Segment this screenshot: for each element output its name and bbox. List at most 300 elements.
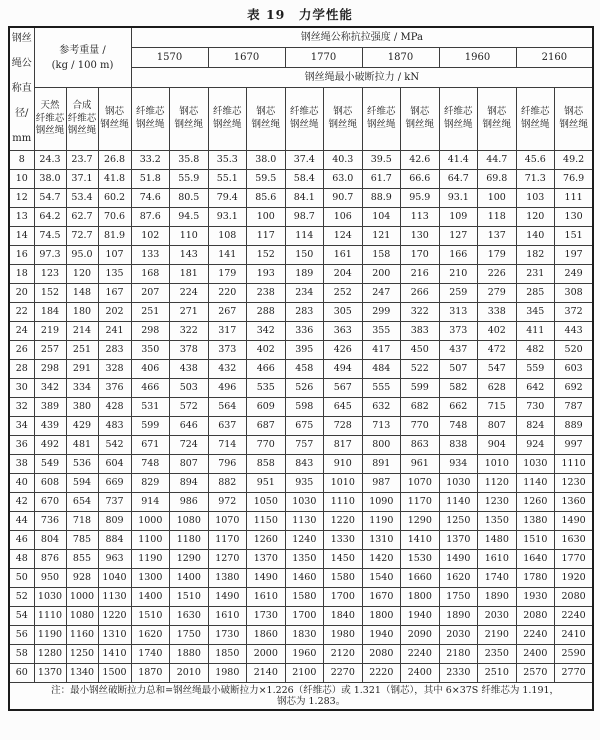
breaking-force-cell: 84.1 [285, 189, 324, 208]
weight-cell: 334 [66, 379, 98, 398]
weight-cell: 1130 [98, 588, 131, 607]
breaking-force-cell: 1490 [247, 569, 286, 588]
breaking-force-cell: 336 [285, 322, 324, 341]
weight-cell: 380 [66, 398, 98, 417]
breaking-force-cell: 249 [555, 265, 594, 284]
breaking-force-cell: 1850 [208, 645, 247, 664]
breaking-force-cell: 95.9 [401, 189, 440, 208]
breaking-force-cell: 66.6 [401, 170, 440, 189]
weight-cell: 669 [98, 474, 131, 493]
diameter-cell: 12 [9, 189, 34, 208]
table-row [9, 417, 593, 436]
weight-cell: 604 [98, 455, 131, 474]
fiber-core-header-cell [285, 88, 324, 151]
breaking-force-cell: 1740 [478, 569, 517, 588]
diameter-cell: 10 [9, 170, 34, 189]
diameter-cell: 50 [9, 569, 34, 588]
diameter-cell: 38 [9, 455, 34, 474]
breaking-force-cell: 1610 [247, 588, 286, 607]
breaking-force-cell: 1380 [208, 569, 247, 588]
weight-cell: 876 [34, 550, 66, 569]
breaking-force-cell: 80.5 [170, 189, 209, 208]
breaking-force-cell: 109 [439, 208, 478, 227]
breaking-force-cell: 891 [362, 455, 401, 474]
breaking-force-cell: 168 [131, 265, 170, 284]
breaking-force-cell: 224 [170, 284, 209, 303]
breaking-force-cell: 322 [401, 303, 440, 322]
breaking-force-cell: 1730 [208, 626, 247, 645]
breaking-force-cell: 76.9 [555, 170, 594, 189]
diameter-cell: 16 [9, 246, 34, 265]
label-line: 绳公 [11, 58, 32, 69]
breaking-force-cell: 2400 [401, 664, 440, 683]
breaking-force-cell: 193 [247, 265, 286, 284]
label-line: 钢芯 [487, 106, 507, 118]
breaking-force-cell: 220 [208, 284, 247, 303]
weight-cell: 148 [66, 284, 98, 303]
label-line: 钢丝绳 [174, 119, 204, 130]
breaking-force-cell: 117 [247, 227, 286, 246]
weight-cell: 291 [66, 360, 98, 379]
breaking-force-cell: 1090 [362, 493, 401, 512]
table-row [9, 284, 593, 303]
label-line: mm [12, 133, 32, 144]
breaking-force-cell: 494 [324, 360, 363, 379]
breaking-force-cell: 158 [362, 246, 401, 265]
label-line: 钢丝 [11, 33, 32, 44]
breaking-force-cell: 1700 [324, 588, 363, 607]
breaking-force-cell: 2030 [478, 607, 517, 626]
steel-core-header-cell [170, 88, 209, 151]
breaking-force-cell: 124 [324, 227, 363, 246]
breaking-force-cell: 466 [131, 379, 170, 398]
breaking-force-cell: 1080 [170, 512, 209, 531]
diameter-cell: 32 [9, 398, 34, 417]
breaking-force-cell: 110 [170, 227, 209, 246]
breaking-force-cell: 1610 [478, 550, 517, 569]
breaking-force-cell: 1010 [324, 474, 363, 493]
breaking-force-cell: 1380 [516, 512, 555, 531]
breaking-force-cell: 1330 [324, 531, 363, 550]
breaking-force-cell: 299 [362, 303, 401, 322]
table-row [9, 246, 593, 265]
diameter-cell: 42 [9, 493, 34, 512]
breaking-force-cell: 93.1 [439, 189, 478, 208]
weight-cell: 1000 [66, 588, 98, 607]
breaking-force-cell: 35.3 [208, 151, 247, 170]
breaking-force-cell: 373 [439, 322, 478, 341]
breaking-force-cell: 363 [324, 322, 363, 341]
breaking-force-cell: 961 [401, 455, 440, 474]
breaking-force-cell: 106 [324, 208, 363, 227]
breaking-force-cell: 1000 [131, 512, 170, 531]
breaking-force-cell: 934 [439, 455, 478, 474]
breaking-force-cell: 472 [478, 341, 517, 360]
breaking-force-cell: 35.8 [170, 151, 209, 170]
weight-cell: 1080 [66, 607, 98, 626]
breaking-force-cell: 1030 [285, 493, 324, 512]
breaking-force-cell: 547 [478, 360, 517, 379]
breaking-force-cell: 1890 [478, 588, 517, 607]
label-line: 纤维芯 [290, 106, 319, 118]
breaking-force-cell: 114 [285, 227, 324, 246]
footnote-line1: 注：最小钢丝破断拉力总和=钢丝绳最小破断拉力×1.226（纤维芯）或 1.321（钢芯），其中 6×37S 纤维芯为 1.191， [51, 684, 560, 696]
breaking-force-cell: 2350 [478, 645, 517, 664]
breaking-force-cell: 458 [285, 360, 324, 379]
breaking-force-cell: 632 [362, 398, 401, 417]
breaking-force-cell: 338 [478, 303, 517, 322]
breaking-force-cell: 2180 [439, 645, 478, 664]
weight-cell: 428 [98, 398, 131, 417]
weight-cell: 37.1 [66, 170, 98, 189]
breaking-force-cell: 378 [170, 341, 209, 360]
table-row [9, 607, 593, 626]
breaking-force-cell: 484 [362, 360, 401, 379]
ref-weight-line1: 参考重量 / [59, 44, 106, 56]
breaking-force-cell: 1070 [208, 512, 247, 531]
breaking-force-cell: 55.1 [208, 170, 247, 189]
weight-cell: 123 [34, 265, 66, 284]
steel-core-header-cell [401, 88, 440, 151]
breaking-force-cell: 728 [324, 417, 363, 436]
weight-cell: 184 [34, 303, 66, 322]
breaking-force-cell: 757 [285, 436, 324, 455]
breaking-force-cell: 1800 [401, 588, 440, 607]
weight-cell: 38.0 [34, 170, 66, 189]
label-line: 钢丝绳 [213, 119, 242, 130]
breaking-force-cell: 49.2 [555, 151, 594, 170]
breaking-force-cell: 373 [208, 341, 247, 360]
weight-cell: 97.3 [34, 246, 66, 265]
label-line: 钢丝绳 [482, 119, 512, 130]
breaking-force-cell: 526 [285, 379, 324, 398]
breaking-force-cell: 1190 [131, 550, 170, 569]
breaking-force-cell: 200 [362, 265, 401, 284]
breaking-force-cell: 118 [478, 208, 517, 227]
breaking-force-cell: 522 [401, 360, 440, 379]
label-line: 纤维芯 [35, 112, 65, 124]
breaking-force-cell: 1930 [516, 588, 555, 607]
strength-grade-cell: 1670 [208, 48, 285, 68]
label-line: 径/ [15, 108, 29, 119]
breaking-force-cell: 207 [131, 284, 170, 303]
breaking-force-cell: 1510 [131, 607, 170, 626]
breaking-force-cell: 2030 [439, 626, 478, 645]
breaking-force-cell: 1940 [362, 626, 401, 645]
diameter-label [10, 29, 34, 149]
label-line: 钢丝绳 [328, 119, 358, 130]
breaking-force-cell: 924 [516, 436, 555, 455]
weight-cell: 737 [98, 493, 131, 512]
breaking-force-cell: 40.3 [324, 151, 363, 170]
weight-cell: 54.7 [34, 189, 66, 208]
breaking-force-cell: 1460 [285, 569, 324, 588]
breaking-force-cell: 345 [516, 303, 555, 322]
breaking-force-cell: 432 [208, 360, 247, 379]
breaking-force-cell: 104 [362, 208, 401, 227]
table-row [9, 626, 593, 645]
breaking-force-cell: 98.7 [285, 208, 324, 227]
breaking-force-cell: 2100 [285, 664, 324, 683]
weight-cell: 53.4 [66, 189, 98, 208]
label-line: 钢丝绳 [521, 119, 550, 130]
fiber-core-header-cell [516, 88, 555, 151]
breaking-force-cell: 1350 [285, 550, 324, 569]
breaking-force-cell: 1510 [170, 588, 209, 607]
breaking-force-cell: 443 [555, 322, 594, 341]
breaking-force-cell: 507 [439, 360, 478, 379]
diameter-cell: 20 [9, 284, 34, 303]
weight-cell: 376 [98, 379, 131, 398]
breaking-force-cell: 140 [516, 227, 555, 246]
strength-grade-cell: 1770 [285, 48, 362, 68]
breaking-force-cell: 843 [285, 455, 324, 474]
breaking-force-cell: 150 [285, 246, 324, 265]
table-row [9, 322, 593, 341]
breaking-force-cell: 238 [247, 284, 286, 303]
breaking-force-cell: 1920 [555, 569, 594, 588]
table-row [9, 360, 593, 379]
table-row [9, 151, 593, 170]
table-row [9, 436, 593, 455]
breaking-force-cell: 197 [555, 246, 594, 265]
breaking-force-cell: 520 [555, 341, 594, 360]
strength-grade-cell: 1870 [362, 48, 439, 68]
breaking-force-cell: 450 [401, 341, 440, 360]
breaking-force-cell: 437 [439, 341, 478, 360]
table-row [9, 550, 593, 569]
breaking-force-cell: 1190 [362, 512, 401, 531]
breaking-force-cell: 496 [208, 379, 247, 398]
breaking-force-cell: 130 [401, 227, 440, 246]
breaking-force-cell: 894 [170, 474, 209, 493]
breaking-force-cell: 1670 [362, 588, 401, 607]
breaking-force-cell: 1630 [555, 531, 594, 550]
weight-cell: 429 [66, 417, 98, 436]
weight-cell: 81.9 [98, 227, 131, 246]
breaking-force-cell: 342 [247, 322, 286, 341]
breaking-force-cell: 1120 [478, 474, 517, 493]
breaking-force-cell: 645 [324, 398, 363, 417]
breaking-force-cell: 1220 [324, 512, 363, 531]
subheader-row [9, 88, 593, 151]
breaking-force-cell: 127 [439, 227, 478, 246]
breaking-force-cell: 2010 [170, 664, 209, 683]
breaking-force-cell: 2000 [247, 645, 286, 664]
breaking-force-cell: 121 [362, 227, 401, 246]
breaking-force-cell: 1840 [324, 607, 363, 626]
breaking-force-cell: 44.7 [478, 151, 517, 170]
weight-cell: 1220 [98, 607, 131, 626]
breaking-force-cell: 564 [208, 398, 247, 417]
footnote-line2: 钢芯为 1.283。 [276, 696, 346, 707]
breaking-force-cell: 88.9 [362, 189, 401, 208]
breaking-force-cell: 800 [362, 436, 401, 455]
table-row [9, 569, 593, 588]
breaking-force-cell: 85.6 [247, 189, 286, 208]
diameter-cell: 30 [9, 379, 34, 398]
ref-weight-line2: (kg / 100 m) [51, 59, 114, 71]
breaking-force-cell: 130 [555, 208, 594, 227]
weight-core-header-cell [98, 88, 131, 151]
breaking-force-cell: 100 [247, 208, 286, 227]
breaking-force-cell: 482 [516, 341, 555, 360]
breaking-force-cell: 1240 [285, 531, 324, 550]
breaking-force-cell: 987 [362, 474, 401, 493]
steel-core-header-cell [478, 88, 517, 151]
table-row [9, 208, 593, 227]
breaking-force-cell: 2080 [362, 645, 401, 664]
diameter-cell: 14 [9, 227, 34, 246]
breaking-force-cell: 231 [516, 265, 555, 284]
breaking-force-cell: 74.6 [131, 189, 170, 208]
breaking-force-cell: 882 [208, 474, 247, 493]
breaking-force-cell: 305 [324, 303, 363, 322]
weight-cell: 107 [98, 246, 131, 265]
breaking-force-cell: 1890 [439, 607, 478, 626]
breaking-force-cell: 1660 [401, 569, 440, 588]
breaking-force-cell: 951 [247, 474, 286, 493]
breaking-force-cell: 1100 [131, 531, 170, 550]
weight-cell: 536 [66, 455, 98, 474]
breaking-force-cell: 904 [478, 436, 517, 455]
breaking-force-cell: 64.7 [439, 170, 478, 189]
breaking-force-cell: 1140 [516, 474, 555, 493]
breaking-force-cell: 603 [555, 360, 594, 379]
weight-cell: 95.0 [66, 246, 98, 265]
header-row-strength [9, 27, 593, 48]
breaking-force-cell: 986 [170, 493, 209, 512]
strength-grade-cell: 1960 [439, 48, 516, 68]
diameter-cell: 26 [9, 341, 34, 360]
breaking-force-cell: 63.0 [324, 170, 363, 189]
breaking-force-cell: 61.7 [362, 170, 401, 189]
breaking-force-cell: 79.4 [208, 189, 247, 208]
header-ref-weight [34, 27, 131, 88]
weight-cell: 135 [98, 265, 131, 284]
table-row [9, 341, 593, 360]
weight-cell: 670 [34, 493, 66, 512]
breaking-force-cell: 58.4 [285, 170, 324, 189]
breaking-force-cell: 1400 [131, 588, 170, 607]
fiber-core-header-cell [362, 88, 401, 151]
weight-core-header-cell [34, 88, 66, 151]
breaking-force-cell: 646 [170, 417, 209, 436]
breaking-force-cell: 1260 [247, 531, 286, 550]
table-body [9, 151, 593, 683]
breaking-force-cell: 111 [555, 189, 594, 208]
header-diameter [9, 27, 34, 151]
breaking-force-cell: 1250 [439, 512, 478, 531]
breaking-force-cell: 151 [555, 227, 594, 246]
label-line: 天然 [40, 99, 60, 111]
breaking-force-cell: 2080 [555, 588, 594, 607]
table-row [9, 398, 593, 417]
weight-cell: 950 [34, 569, 66, 588]
breaking-force-cell: 285 [516, 284, 555, 303]
breaking-force-cell: 599 [401, 379, 440, 398]
breaking-force-cell: 1620 [439, 569, 478, 588]
table-row [9, 379, 593, 398]
breaking-force-cell: 1940 [401, 607, 440, 626]
breaking-force-cell: 266 [401, 284, 440, 303]
steel-core-header-cell [555, 88, 594, 151]
breaking-force-cell: 267 [208, 303, 247, 322]
breaking-force-cell: 796 [208, 455, 247, 474]
breaking-force-cell: 1290 [170, 550, 209, 569]
label-line: 纤维芯 [136, 106, 165, 118]
breaking-force-cell: 599 [131, 417, 170, 436]
breaking-force-cell: 1030 [439, 474, 478, 493]
diameter-cell: 18 [9, 265, 34, 284]
weight-cell: 389 [34, 398, 66, 417]
breaking-force-cell: 45.6 [516, 151, 555, 170]
breaking-force-cell: 1230 [555, 474, 594, 493]
breaking-force-cell: 2510 [478, 664, 517, 683]
breaking-force-cell: 298 [131, 322, 170, 341]
breaking-force-cell: 1180 [170, 531, 209, 550]
breaking-force-cell: 1480 [478, 531, 517, 550]
weight-cell: 855 [66, 550, 98, 569]
breaking-force-cell: 1580 [324, 569, 363, 588]
fiber-core-header-cell [439, 88, 478, 151]
label-line: 钢丝绳 [35, 125, 65, 137]
label-line: 纤维芯 [367, 106, 396, 118]
weight-cell: 654 [66, 493, 98, 512]
strength-grade-cell: 1570 [131, 48, 208, 68]
weight-cell: 74.5 [34, 227, 66, 246]
breaking-force-cell: 1510 [516, 531, 555, 550]
label-line: 钢芯 [333, 106, 353, 118]
breaking-force-cell: 2570 [516, 664, 555, 683]
breaking-force-cell: 770 [401, 417, 440, 436]
diameter-cell: 22 [9, 303, 34, 322]
diameter-cell: 34 [9, 417, 34, 436]
breaking-force-cell: 2240 [555, 607, 594, 626]
breaking-force-cell: 642 [516, 379, 555, 398]
breaking-force-cell: 55.9 [170, 170, 209, 189]
breaking-force-cell: 2270 [324, 664, 363, 683]
breaking-force-cell: 251 [131, 303, 170, 322]
breaking-force-cell: 637 [208, 417, 247, 436]
weight-cell: 1410 [98, 645, 131, 664]
weight-cell: 542 [98, 436, 131, 455]
breaking-force-cell: 1980 [208, 664, 247, 683]
breaking-force-cell: 972 [208, 493, 247, 512]
breaking-force-cell: 283 [285, 303, 324, 322]
breaking-force-cell: 582 [439, 379, 478, 398]
weight-cell: 804 [34, 531, 66, 550]
weight-cell: 180 [66, 303, 98, 322]
table-row [9, 531, 593, 550]
table-row [9, 265, 593, 284]
table-row [9, 493, 593, 512]
table-row [9, 227, 593, 246]
weight-cell: 64.2 [34, 208, 66, 227]
breaking-force-cell: 1260 [516, 493, 555, 512]
breaking-force-cell: 59.5 [247, 170, 286, 189]
breaking-force-cell: 39.5 [362, 151, 401, 170]
breaking-force-cell: 730 [516, 398, 555, 417]
label-line: 钢丝绳 [367, 119, 396, 130]
label-line: 钢丝绳 [67, 125, 97, 137]
breaking-force-cell: 1540 [362, 569, 401, 588]
label-line: 钢芯 [564, 106, 584, 118]
label-line: 钢芯 [179, 106, 199, 118]
label-line: 纤维芯 [67, 112, 97, 124]
breaking-force-cell: 1580 [285, 588, 324, 607]
weight-cell: 1310 [98, 626, 131, 645]
